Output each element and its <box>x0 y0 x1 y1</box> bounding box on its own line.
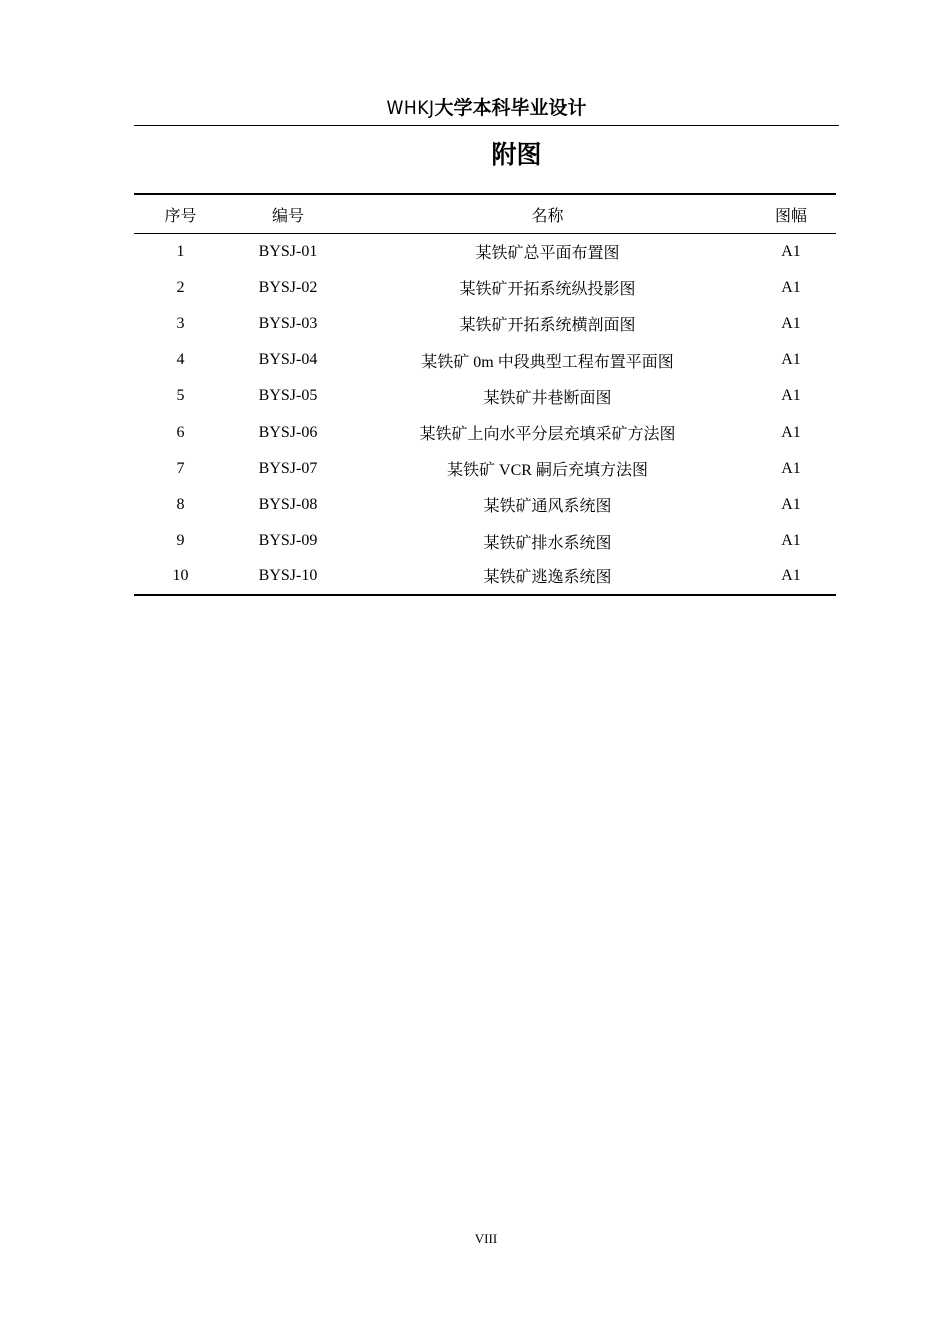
header-prefix: WHKJ <box>386 97 435 119</box>
cell-no: 6 <box>176 423 185 441</box>
cell-code: BYSJ-07 <box>258 459 318 477</box>
cell-name: 某铁矿通风系统图 <box>483 498 612 516</box>
cell-code: BYSJ-01 <box>258 242 318 260</box>
cell-size: A1 <box>781 278 801 296</box>
cell-no: 4 <box>176 351 185 369</box>
cell-size: A1 <box>781 314 801 332</box>
cell-code: BYSJ-10 <box>258 566 318 584</box>
cell-no: 9 <box>176 532 185 550</box>
cell-size: A1 <box>781 242 801 260</box>
cell-no: 2 <box>176 278 185 296</box>
table-row <box>134 487 836 523</box>
column-header-name: 名称 <box>531 207 564 225</box>
cell-size: A1 <box>781 532 801 550</box>
table-row <box>134 451 836 487</box>
cell-size: A1 <box>781 351 801 369</box>
table-row <box>134 523 836 559</box>
cell-size: A1 <box>781 495 801 513</box>
table-row <box>134 270 836 306</box>
table-row <box>134 559 836 595</box>
page-header <box>134 94 839 124</box>
cell-size: A1 <box>781 423 801 441</box>
cell-name: 某铁矿 0m 中段典型工程布置平面图 <box>421 353 674 371</box>
page-number: VIII <box>474 1231 498 1246</box>
cell-size: A1 <box>781 566 801 584</box>
cell-code: BYSJ-03 <box>258 314 318 332</box>
cell-no: 8 <box>176 495 185 513</box>
cell-name: 某铁矿井巷断面图 <box>483 389 612 407</box>
cell-code: BYSJ-02 <box>258 278 318 296</box>
table-row <box>134 342 836 378</box>
page-title: 附图 <box>491 140 542 169</box>
cell-size: A1 <box>781 459 801 477</box>
cell-name: 某铁矿逃逸系统图 <box>483 569 612 587</box>
cell-no: 1 <box>176 242 185 260</box>
table-header-row <box>134 194 836 234</box>
drawings-table <box>134 193 836 596</box>
cell-no: 10 <box>172 566 189 584</box>
cell-name: 某铁矿总平面布置图 <box>475 245 620 263</box>
column-header-size: 图幅 <box>774 207 807 225</box>
cell-code: BYSJ-09 <box>258 532 318 550</box>
column-header-no: 序号 <box>164 207 197 225</box>
cell-name: 某铁矿 VCR 嗣后充填方法图 <box>447 462 648 480</box>
cell-no: 7 <box>176 459 185 477</box>
table-row <box>134 414 836 450</box>
cell-code: BYSJ-05 <box>258 387 318 405</box>
cell-code: BYSJ-08 <box>258 495 318 513</box>
cell-name: 某铁矿排水系统图 <box>483 534 612 552</box>
cell-code: BYSJ-06 <box>258 423 318 441</box>
cell-no: 3 <box>176 314 185 332</box>
table-row <box>134 306 836 342</box>
table-row <box>134 378 836 414</box>
header-rule <box>134 125 839 126</box>
table-row <box>134 234 836 270</box>
header-suffix: 大学本科毕业设计 <box>434 97 587 119</box>
cell-name: 某铁矿开拓系统横剖面图 <box>459 317 636 335</box>
column-header-code: 编号 <box>271 207 304 225</box>
cell-size: A1 <box>781 387 801 405</box>
cell-no: 5 <box>176 387 185 405</box>
drawings-table-container <box>134 193 836 596</box>
cell-code: BYSJ-04 <box>258 351 318 369</box>
cell-name: 某铁矿开拓系统纵投影图 <box>459 281 636 299</box>
cell-name: 某铁矿上向水平分层充填采矿方法图 <box>419 426 676 444</box>
